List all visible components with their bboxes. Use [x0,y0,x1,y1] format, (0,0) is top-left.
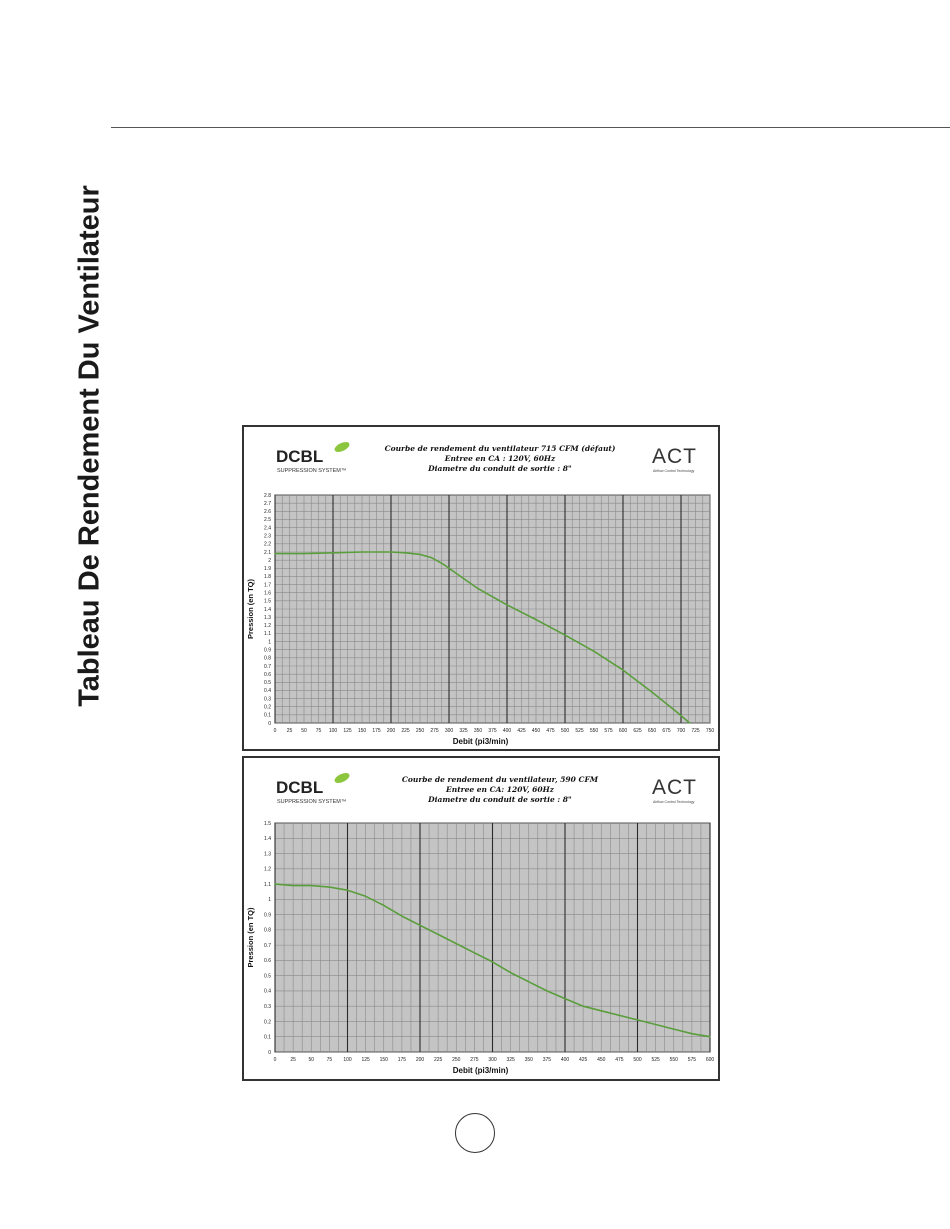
curve-data-point [492,961,493,962]
curve-data-point [535,619,536,620]
curve-data-point [347,890,348,891]
chart-title: Courbe de rendement du ventilateur, 590 CFM [401,775,599,784]
curve-data-point [311,885,312,886]
act-logo-subtext: Airflow Control Technology [653,800,695,804]
x-tick-label: 525 [651,1057,660,1063]
curve-data-point [274,883,275,884]
x-tick-label: 275 [430,728,439,734]
x-tick-label: 625 [633,728,642,734]
x-tick-label: 525 [575,728,584,734]
dcbl-logo-subtext: SUPPRESSION SYSTEM™ [277,799,347,805]
chart-panel-590cfm [242,756,720,1081]
y-tick-label: 1.4 [264,836,271,843]
x-tick-label: 250 [415,728,425,734]
curve-data-point [709,1036,710,1037]
curve-data-point [274,553,275,554]
y-tick-label: 0 [268,720,271,727]
x-tick-label: 600 [705,1057,715,1063]
y-tick-label: 0.3 [264,696,271,703]
y-tick-label: 0.9 [264,647,271,654]
dcbl-logo-text: DCBL [276,778,324,797]
x-tick-label: 350 [524,1057,533,1063]
x-tick-label: 675 [662,728,671,734]
curve-data-point [689,722,690,723]
curve-data-point [383,905,384,906]
chart-panel-715cfm [242,425,720,751]
curve-data-point [477,588,478,589]
curve-data-point [506,604,507,605]
y-tick-label: 0.2 [264,704,271,711]
x-tick-label: 325 [506,1057,515,1063]
fan-curve-chart-590cfm [244,758,718,1079]
y-tick-label: 0.5 [264,973,271,980]
y-tick-label: 1.1 [264,631,271,638]
y-tick-label: 2.1 [264,549,271,556]
chart-subtitle-duct: Diametre du conduit de sortie : 8" [428,795,572,804]
x-tick-label: 25 [290,1057,296,1063]
curve-data-point [405,552,406,553]
x-tick-label: 75 [326,1057,333,1063]
x-tick-label: 600 [618,728,628,734]
curve-data-point [390,551,391,552]
y-tick-label: 1.7 [264,582,271,589]
curve-data-point [673,1029,674,1030]
y-tick-label: 1.4 [264,606,271,613]
curve-data-point [303,553,304,554]
curve-data-point [564,634,565,635]
curve-data-point [593,651,594,652]
curve-data-point [419,925,420,926]
x-tick-label: 425 [517,728,526,734]
y-tick-label: 1.3 [264,851,271,858]
curve-data-point [510,972,511,973]
y-tick-label: 1 [268,897,271,904]
y-tick-label: 2.5 [264,517,271,524]
x-tick-label: 75 [315,728,322,734]
y-tick-label: 0.1 [264,1034,271,1041]
y-tick-label: 0.4 [264,988,271,995]
x-tick-label: 350 [473,728,483,734]
y-tick-label: 1.5 [264,598,271,605]
chart-subtitle: Entree en CA: 120V, 60Hz [446,785,554,794]
x-tick-label: 225 [433,1057,443,1063]
x-tick-label: 400 [502,728,512,734]
curve-data-point [651,691,652,692]
y-tick-label: 0.1 [264,712,271,719]
x-tick-label: 375 [542,1057,552,1063]
x-tick-label: 475 [615,1057,624,1063]
y-axis-label: Pression (en TQ) [246,907,255,968]
curve-data-point [601,1010,602,1011]
x-tick-label: 400 [560,1057,570,1063]
fan-curve-chart-715cfm [244,427,718,749]
x-tick-label: 275 [470,1057,479,1063]
x-tick-label: 25 [286,728,293,734]
act-logo-subtext: Airflow Control Technology [653,469,695,473]
leaf-icon [333,440,351,454]
x-tick-label: 725 [691,728,700,734]
chart-title: Courbe de rendement du ventilateur 715 CFM (défaut) [384,444,616,453]
chart-subtitle: Entree en CA : 120V, 60Hz [444,454,556,463]
x-tick-label: 0 [273,728,277,734]
y-tick-label: 1.3 [264,614,271,621]
x-tick-label: 50 [308,1057,315,1063]
x-tick-label: 175 [397,1057,407,1063]
y-tick-label: 2.4 [264,525,271,532]
x-tick-label: 500 [633,1057,642,1063]
x-tick-label: 200 [415,1057,425,1063]
curve-data-point [619,1015,620,1016]
curve-data-point [655,1024,656,1025]
leaf-icon [333,771,351,785]
y-tick-label: 2.7 [264,500,271,507]
y-tick-label: 1.1 [264,881,271,888]
x-tick-label: 0 [273,1057,277,1063]
x-axis-label: Debit (pi3/min) [452,1066,509,1075]
curve-data-point [361,551,362,552]
x-tick-label: 650 [647,728,657,734]
curve-data-point [675,710,676,711]
curve-data-point [293,885,294,886]
x-tick-label: 300 [444,728,454,734]
y-axis-label: Pression (en TQ) [246,578,255,640]
x-tick-label: 125 [361,1057,370,1063]
y-tick-label: 0.9 [264,912,271,919]
curve-data-point [454,572,455,573]
y-tick-label: 2 [268,557,271,564]
curve-data-point [637,1019,638,1020]
curve-data-point [528,981,529,982]
x-tick-label: 575 [687,1057,697,1063]
y-tick-label: 0 [268,1049,271,1056]
y-tick-label: 1.9 [264,566,271,573]
curve-data-point [443,564,444,565]
curve-data-point [329,887,330,888]
x-tick-label: 225 [401,728,410,734]
y-tick-label: 2.3 [264,533,271,540]
y-tick-label: 0.8 [264,655,271,662]
y-tick-label: 2.2 [264,541,271,548]
curve-data-point [466,580,467,581]
act-logo-text: ACT [652,776,697,799]
x-tick-label: 50 [301,728,307,734]
y-tick-label: 0.6 [264,671,271,678]
y-tick-label: 0.7 [264,663,271,670]
x-tick-label: 125 [343,728,352,734]
x-axis-label: Debit (pi3/min) [452,737,509,746]
x-tick-label: 550 [589,728,599,734]
x-tick-label: 300 [488,1057,497,1063]
curve-data-point [401,916,402,917]
y-tick-label: 1.6 [264,590,271,597]
dcbl-logo-subtext: SUPPRESSION SYSTEM™ [277,468,347,474]
x-tick-label: 425 [578,1057,588,1063]
curve-data-point [379,551,380,552]
dcbl-logo-text: DCBL [276,447,324,466]
y-tick-label: 0.4 [264,688,271,695]
x-tick-label: 100 [343,1057,352,1063]
curve-data-point [622,669,623,670]
curve-data-point [365,896,366,897]
curve-data-point [438,934,439,935]
act-logo-text: ACT [652,445,697,468]
header-rule [111,127,950,128]
curve-data-point [332,552,333,553]
curve-data-point [419,554,420,555]
x-tick-label: 175 [372,728,381,734]
curve-data-point [583,1006,584,1007]
x-tick-label: 250 [452,1057,461,1063]
curve-data-point [691,1033,692,1034]
y-tick-label: 1.2 [264,623,271,630]
x-tick-label: 375 [488,728,497,734]
curve-data-point [546,990,547,991]
x-tick-label: 325 [459,728,468,734]
x-tick-label: 475 [546,728,555,734]
curve-data-point [456,943,457,944]
y-tick-label: 1 [268,639,271,646]
y-tick-label: 0.7 [264,942,271,949]
y-tick-label: 2.8 [264,492,271,499]
x-tick-label: 750 [705,728,715,734]
x-tick-label: 200 [386,728,396,734]
chart-subtitle-duct: Diametre du conduit de sortie : 8" [428,464,572,473]
x-tick-label: 575 [604,728,613,734]
curve-data-point [474,952,475,953]
curve-data-point [431,557,432,558]
y-tick-label: 1.8 [264,574,271,581]
x-tick-label: 150 [379,1057,388,1063]
page-number-circle [455,1113,495,1153]
x-tick-label: 700 [676,728,686,734]
x-tick-label: 450 [597,1057,606,1063]
y-tick-label: 0.3 [264,1004,271,1010]
y-tick-label: 1.2 [264,866,271,873]
curve-data-point [564,998,565,999]
x-tick-label: 100 [328,728,338,734]
y-tick-label: 2.6 [264,509,271,516]
y-tick-label: 0.8 [264,927,271,934]
y-tick-label: 1.5 [264,820,271,827]
x-tick-label: 450 [531,728,541,734]
y-tick-label: 0.5 [264,680,271,687]
y-tick-label: 0.6 [264,958,271,965]
x-tick-label: 150 [357,728,367,734]
x-tick-label: 550 [669,1057,678,1063]
y-tick-label: 0.2 [264,1019,271,1026]
x-tick-label: 500 [560,728,570,734]
page-title: Tableau De Rendement Du Ventilateur [73,185,106,707]
